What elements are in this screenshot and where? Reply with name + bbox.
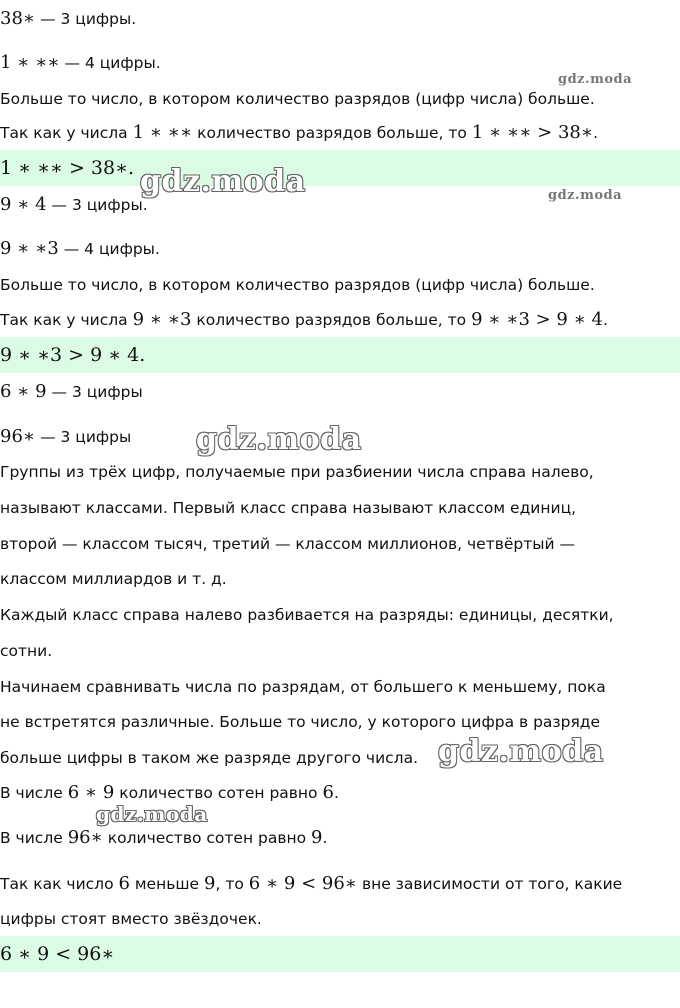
math-expression: 96∗ [0, 426, 36, 447]
math-expression: 9 [204, 873, 216, 894]
reasoning-line [0, 309, 608, 331]
line-9xx3-digits [0, 238, 160, 260]
watermark: gdz.moda [96, 802, 208, 826]
text: — 3 цифры [35, 428, 132, 446]
math-expression: 9 [311, 827, 323, 848]
paragraph-line: классом миллиардов и т. д. [0, 570, 227, 588]
paragraph-line: Каждый класс справа налево разбивается на разряды: единицы, десятки, [0, 606, 614, 624]
watermark: gdz.moda [558, 72, 633, 87]
paragraph-line: больше цифры в таком же разряде другого числа. [0, 749, 419, 767]
text: , то [215, 875, 249, 893]
text: количество сотен равно [102, 829, 312, 847]
text: — 3 цифры. [46, 196, 148, 214]
reasoning-line [0, 122, 598, 144]
conclusion-line [0, 873, 622, 895]
answer-band [0, 337, 680, 373]
paragraph-line: Группы из трёх цифр, получаемые при разбиении числа справа налево, [0, 463, 594, 481]
answer: 9 ∗ ∗3 > 9 ∗ 4. [0, 344, 146, 366]
math-expression: 1 ∗ ∗∗ > 38∗ [471, 122, 594, 143]
answer: 1 ∗ ∗∗ > 38∗. [0, 157, 135, 179]
math-expression: 6 [322, 782, 334, 803]
math-expression: 9 ∗ ∗3 > 9 ∗ 4 [471, 309, 604, 330]
math-expression: 6 ∗ 9 [67, 782, 115, 803]
hundreds-line [0, 827, 327, 849]
text: . [322, 829, 328, 847]
rule-line: Больше то число, в котором количество разрядов (цифр числа) больше. [0, 276, 595, 294]
answer-band [0, 936, 680, 972]
math-expression: 38∗ [0, 8, 36, 29]
text: — 4 цифры. [59, 54, 161, 72]
text: меньше [129, 875, 205, 893]
line-1xxx-digits [0, 52, 161, 74]
line-38-digits [0, 8, 136, 30]
text: . [333, 784, 339, 802]
math-expression: 9 ∗ ∗3 [0, 238, 59, 259]
text: количество разрядов больше, то [191, 311, 472, 329]
text: количество сотен равно [114, 784, 323, 802]
math-expression: 96∗ [67, 827, 103, 848]
paragraph-line: называют классами. Первый класс справа называют классом единиц, [0, 499, 577, 517]
math-expression: 9 ∗ ∗3 [132, 309, 192, 330]
math-expression: 1 ∗ ∗∗ [0, 52, 60, 73]
math-expression: 6 ∗ 9 < 96∗ [248, 873, 358, 894]
watermark: gdz.moda [140, 164, 306, 199]
math-expression: 6 ∗ 9 [0, 381, 47, 402]
watermark: gdz.moda [548, 188, 623, 203]
text: вне зависимости от того, какие [357, 875, 623, 893]
text: Так как у числа [0, 311, 133, 329]
text: — 3 цифры. [35, 10, 137, 28]
watermark: gdz.moda [196, 422, 362, 457]
line-9x4-digits [0, 194, 148, 216]
rule-line: Больше то число, в котором количество разрядов (цифр числа) больше. [0, 90, 595, 108]
watermark: gdz.moda [438, 734, 604, 769]
text: — 4 цифры. [58, 240, 160, 258]
text: — 3 цифры [46, 383, 143, 401]
text: Так как у числа [0, 124, 133, 142]
paragraph-line: второй — классом тысяч, третий — классом миллионов, четвёртый — [0, 535, 576, 553]
text: В числе [0, 784, 68, 802]
paragraph-line: не встретятся различные. Больше то число, у которого цифра в разряде [0, 713, 601, 731]
math-expression: 9 ∗ 4 [0, 194, 47, 215]
line-6x9-digits [0, 381, 143, 403]
text: . [603, 311, 608, 329]
conclusion-line: цифры стоят вместо звёздочек. [0, 910, 262, 928]
text: Так как число [0, 875, 119, 893]
line-96x-digits [0, 426, 131, 448]
answer: 6 ∗ 9 < 96∗ [0, 943, 115, 965]
text: количество разрядов больше, то [192, 124, 472, 142]
math-expression: 1 ∗ ∗∗ [132, 122, 193, 143]
text: . [593, 124, 599, 142]
paragraph-line: сотни. [0, 642, 53, 660]
answer-band [0, 150, 680, 186]
paragraph-line: Начинаем сравнивать числа по разрядам, от большего к меньшему, пока [0, 678, 606, 696]
text: В числе [0, 829, 68, 847]
math-expression: 6 [118, 873, 130, 894]
hundreds-line [0, 782, 339, 804]
